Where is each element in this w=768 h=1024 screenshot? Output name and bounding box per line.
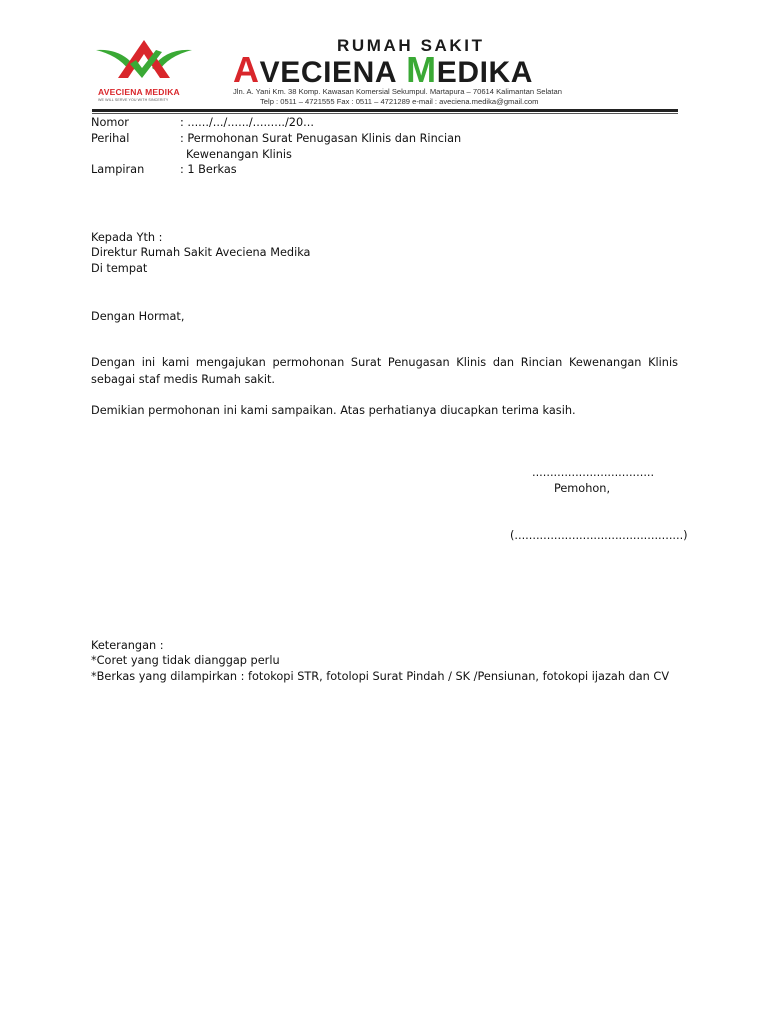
notes-item-2: *Berkas yang dilampirkan : fotokopi STR, fotolopi Surat Pindah / SK /Pensiunan, fotokopi ijazah dan CV [91, 670, 670, 683]
recipient-name: Direktur Rumah Sakit Aveciena Medika [91, 246, 311, 259]
logo-name: AVECIENA MEDIKA [98, 87, 180, 97]
logo-tagline: WE WILL SERVE YOU WITH SINCERITY [98, 98, 169, 102]
header-divider-thin [92, 113, 678, 114]
notes-title: Keterangan : [91, 639, 164, 652]
recipient-place: Di tempat [91, 262, 148, 275]
header-divider-thick [92, 109, 678, 112]
hospital-name [233, 49, 534, 90]
lampiran-value: : 1 Berkas [180, 163, 237, 176]
lampiran-label: Lampiran [91, 163, 145, 176]
hospital-name-part2: MEDIKA [406, 49, 534, 90]
recipient-salutation: Kepada Yth : [91, 231, 163, 244]
perihal-value-line1: : Permohonan Surat Penugasan Klinis dan Rincian [180, 132, 462, 145]
nomor-label: Nomor [91, 116, 129, 129]
signature-date-placeholder: .................................. [532, 466, 655, 479]
nomor-value: : ....../.../....../........./20... [180, 116, 314, 129]
logo-mark-icon [92, 38, 200, 88]
hospital-logo [92, 38, 200, 108]
greeting: Dengan Hormat, [91, 310, 185, 323]
body-paragraph-2: Demikian permohonan ini kami sampaikan. Atas perhatianya diucapkan terima kasih. [91, 404, 576, 417]
perihal-value-line2: Kewenangan Klinis [186, 148, 292, 161]
signature-name-placeholder: (...............................................) [510, 529, 688, 542]
hospital-type: RUMAH SAKIT [337, 36, 485, 55]
hospital-name-part1: AVECIENA [233, 49, 398, 90]
hospital-contact: Telp : 0511 – 4721555 Fax : 0511 – 4721289 e-mail : aveciena.medika@gmail.com [260, 97, 539, 106]
body-paragraph-1: Dengan ini kami mengajukan permohonan Surat Penugasan Klinis dan Rincian Kewenangan Klinis sebagai staf medis Rumah sakit. [91, 356, 678, 386]
hospital-address: Jln. A. Yani Km. 38 Komp. Kawasan Komersial Sekumpul. Martapura – 70614 Kalimantan Selatan [233, 87, 562, 96]
notes-item-1: *Coret yang tidak dianggap perlu [91, 654, 280, 667]
signature-role: Pemohon, [553, 482, 611, 495]
perihal-label: Perihal [91, 132, 130, 145]
